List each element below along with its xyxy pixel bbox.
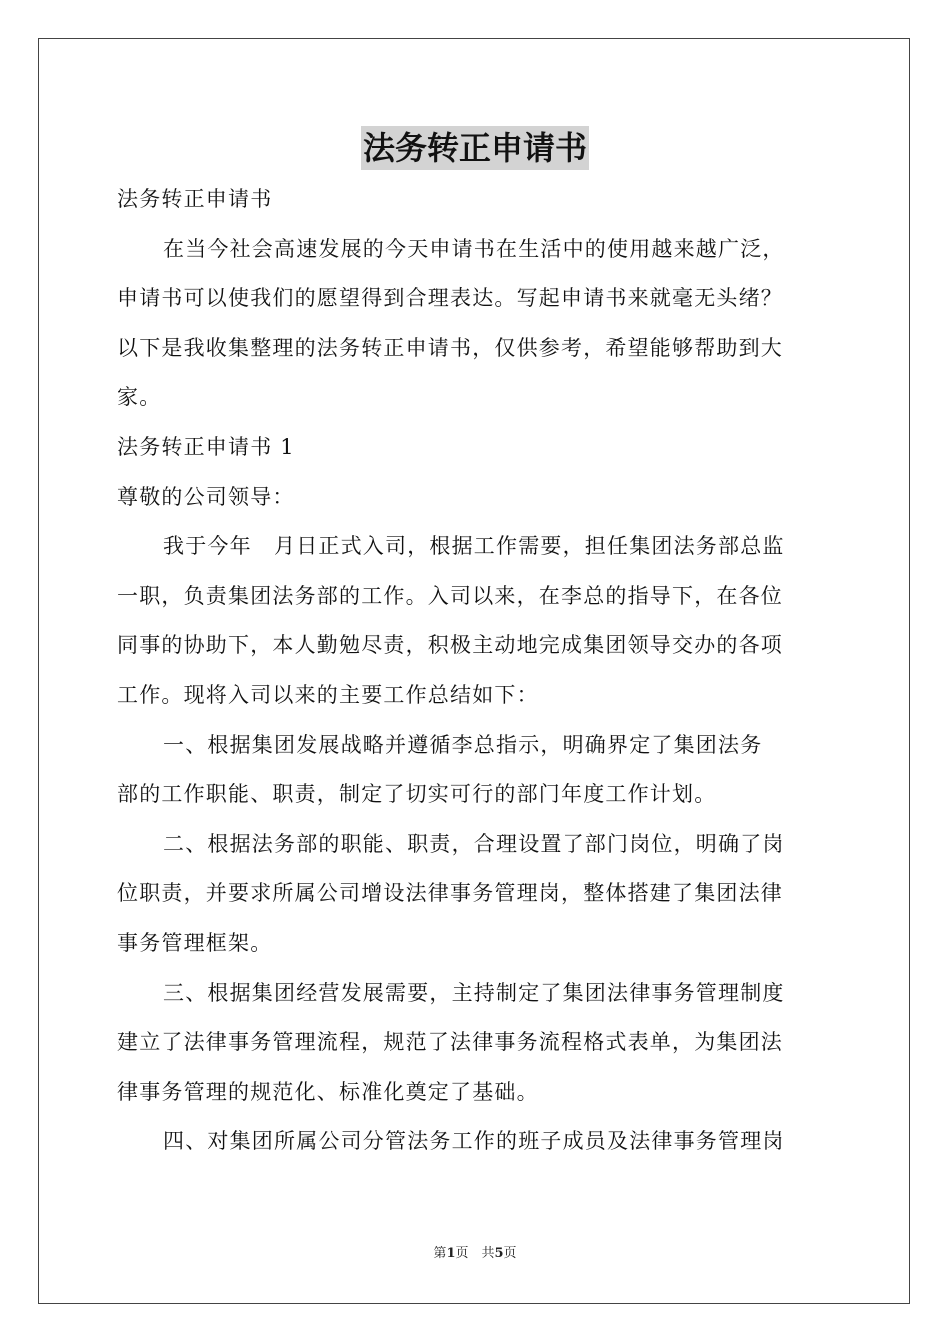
body-line: 事务管理框架。	[117, 930, 273, 955]
body-line: 位职责，并要求所属公司增设法律事务管理岗，整体搭建了集团法律	[117, 881, 783, 906]
body-line: 法务转正申请书	[117, 187, 273, 211]
body-line: 四、对集团所属公司分管法务工作的班子成员及法律事务管理岗	[163, 1129, 785, 1154]
body-line: 工作。现将入司以来的主要工作总结如下：	[117, 682, 539, 707]
salutation: 尊敬的公司领导：	[117, 484, 295, 509]
body-line: 家。	[117, 385, 162, 410]
body-line: 建立了法律事务管理流程，规范了法律事务流程格式表单，为集团法	[117, 1030, 783, 1055]
page-total: 5	[494, 1246, 504, 1261]
page-suffix: 页	[503, 1246, 517, 1261]
page-mid: 页 共	[455, 1246, 495, 1261]
body-line: 三、根据集团经营发展需要，主持制定了集团法律事务管理制度	[163, 980, 785, 1005]
body-line: 一、根据集团发展战略并遵循李总指示，明确界定了集团法务	[163, 732, 763, 757]
body-line: 申请书可以使我们的愿望得到合理表达。写起申请书来就毫无头绪？	[117, 286, 783, 311]
body-line: 我于今年 月日正式入司，根据工作需要，担任集团法务部总监	[163, 534, 785, 559]
body-line: 以下是我收集整理的法务转正申请书，仅供参考，希望能够帮助到大	[117, 335, 783, 360]
body-line: 部的工作职能、职责，制定了切实可行的部门年度工作计划。	[117, 782, 717, 807]
body-line: 同事的协助下，本人勤勉尽责，积极主动地完成集团领导交办的各项	[117, 633, 783, 658]
body-line: 二、根据法务部的职能、职责，合理设置了部门岗位，明确了岗	[163, 831, 785, 856]
page-current: 1	[446, 1246, 456, 1261]
section-heading: 法务转正申请书 1	[117, 434, 295, 459]
title-wrap	[0, 126, 950, 170]
page-prefix: 第	[433, 1246, 447, 1261]
body-line: 在当今社会高速发展的今天申请书在生活中的使用越来越广泛，	[163, 236, 785, 261]
body-line: 律事务管理的规范化、标准化奠定了基础。	[117, 1079, 539, 1104]
body-line: 一职，负责集团法务部的工作。入司以来，在李总的指导下，在各位	[117, 583, 783, 608]
document-title: 法务转正申请书	[361, 126, 589, 170]
page-footer	[0, 1244, 950, 1264]
document-body	[117, 175, 835, 1167]
